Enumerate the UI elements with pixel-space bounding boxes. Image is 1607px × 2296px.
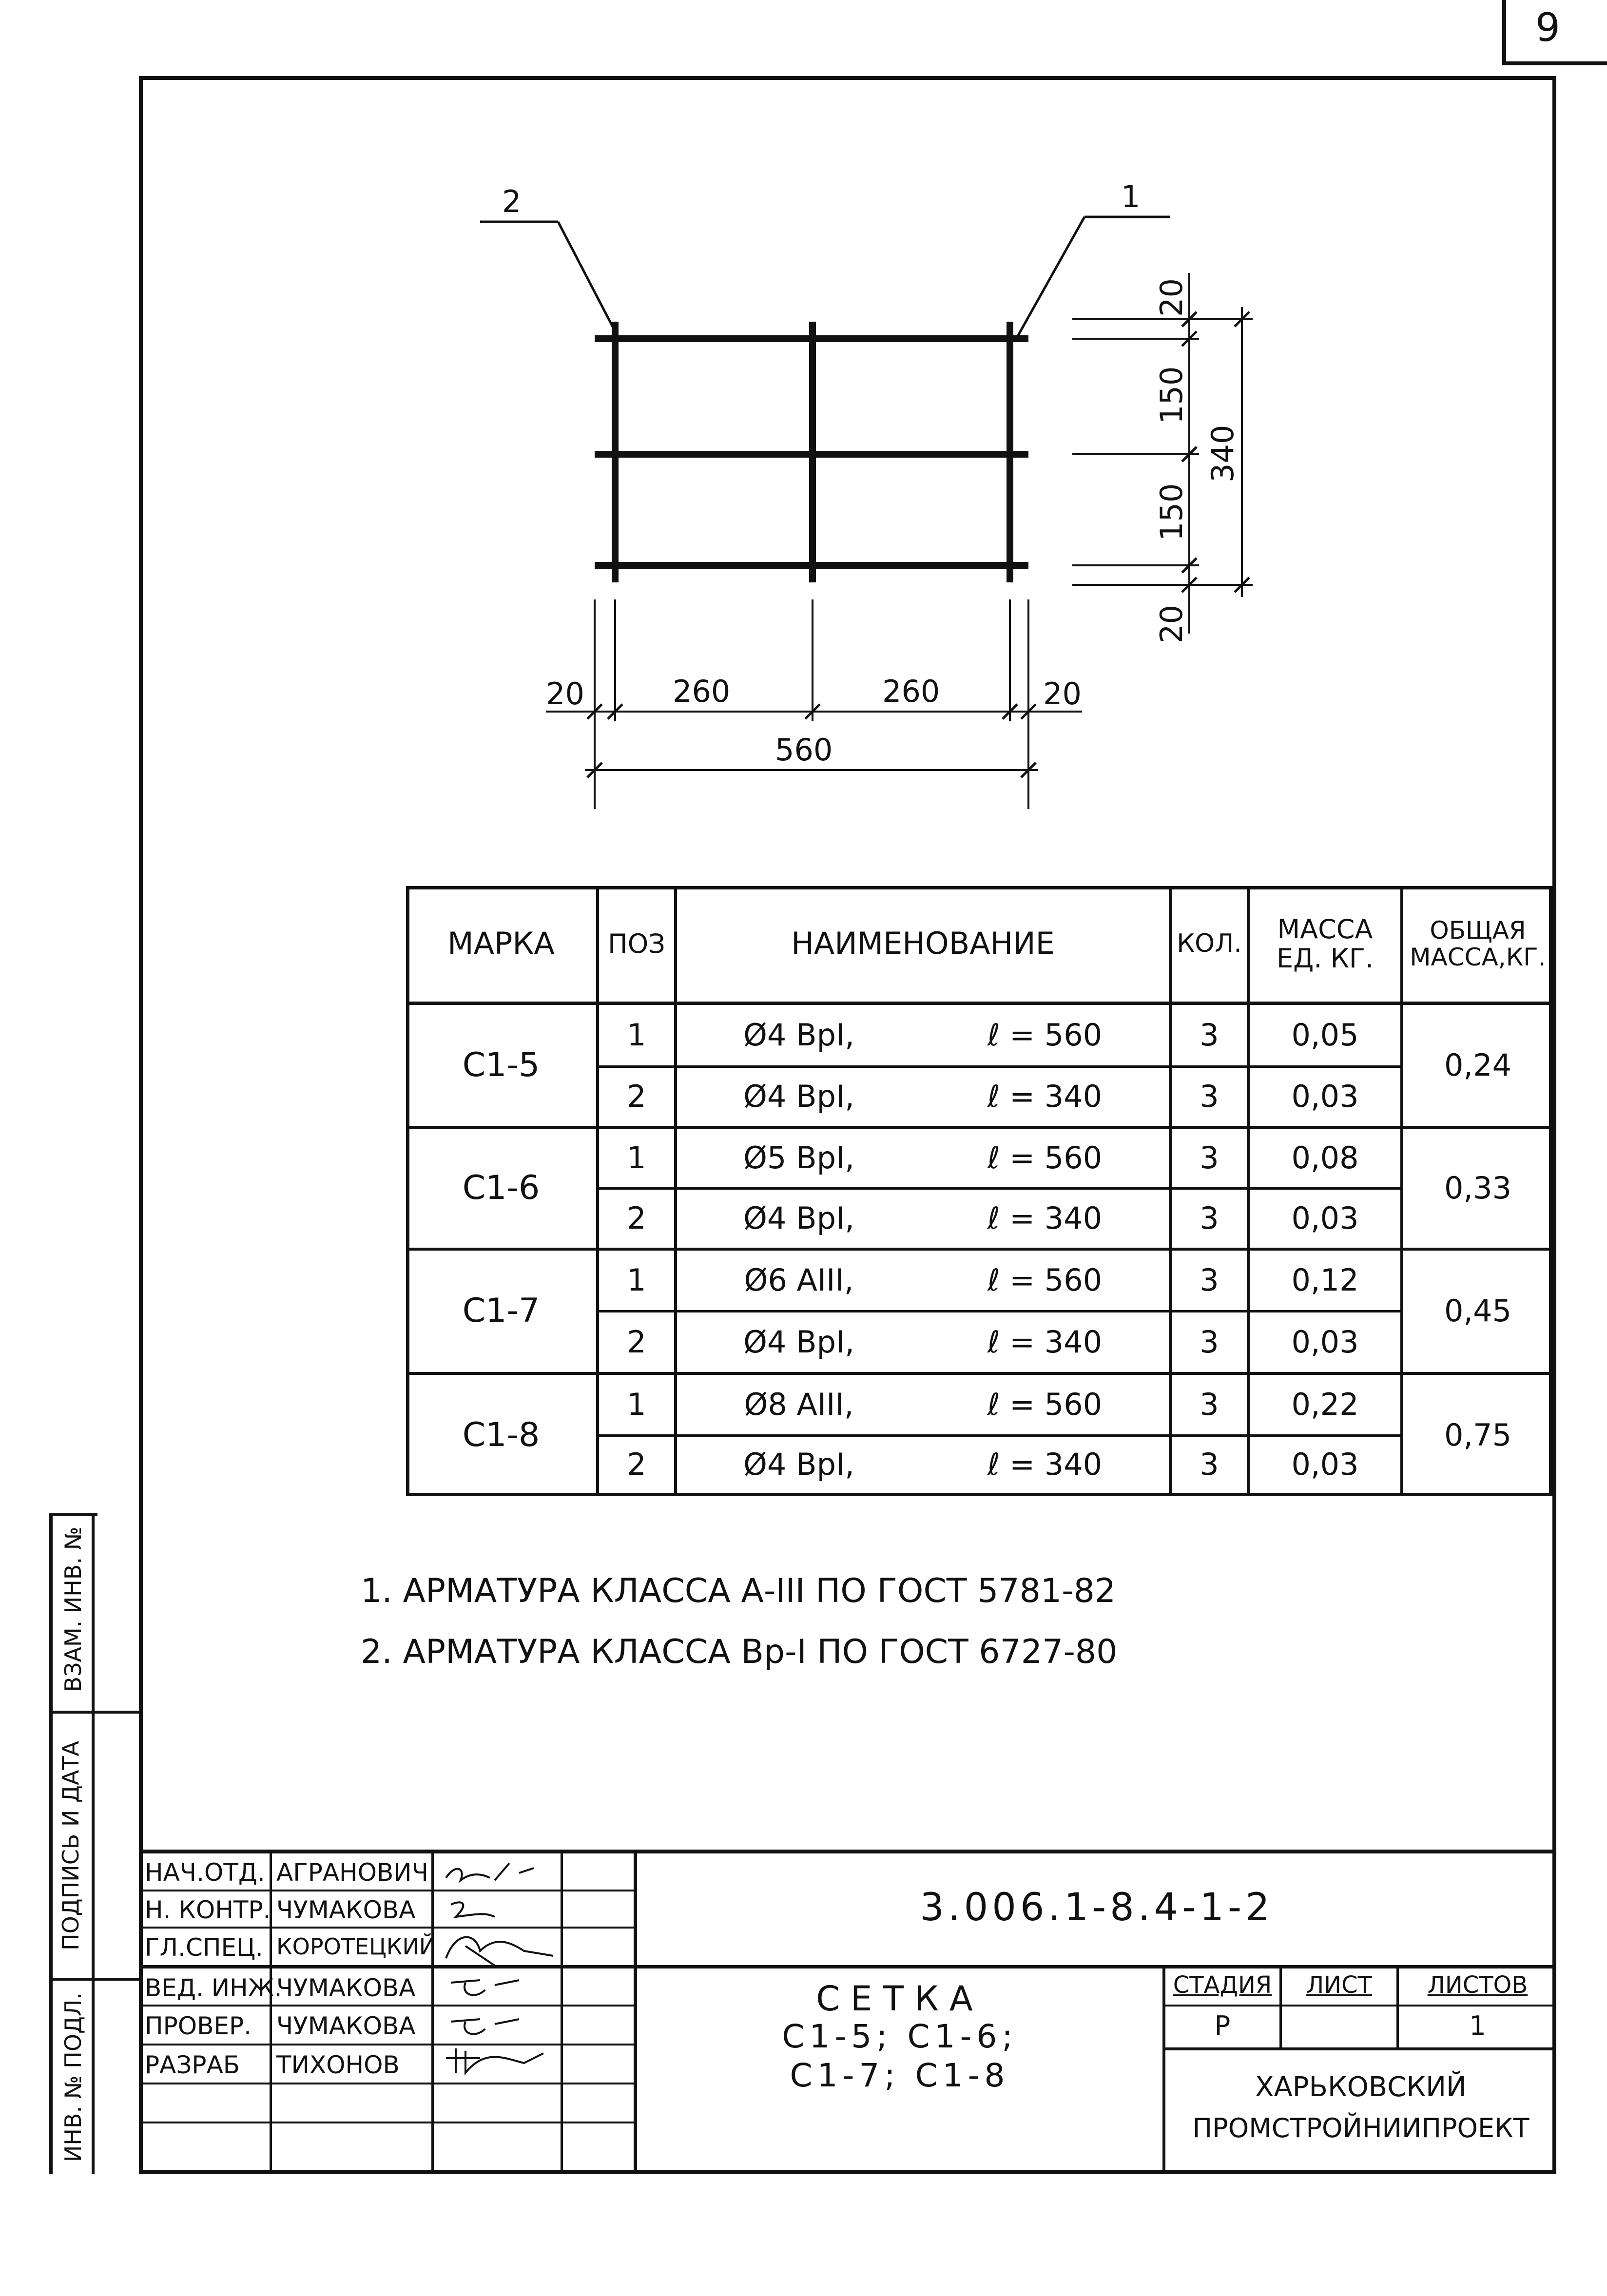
row-mass: 0,08 — [1291, 1139, 1359, 1176]
tb-name: ЧУМАКОВА — [276, 2012, 416, 2040]
row-mass: 0,03 — [1291, 1079, 1359, 1115]
row-name: Ø4 ВрI, — [743, 1017, 854, 1053]
row-name: Ø5 ВрI, — [743, 1139, 854, 1176]
header-total-mass: ОБЩАЯ МАССА,КГ. — [1410, 916, 1546, 971]
dim-bottom-20-right: 20 — [1043, 676, 1082, 712]
corner-box-left — [1502, 0, 1506, 64]
signature-4 — [451, 1980, 519, 1995]
tb-v-date — [634, 1850, 637, 2174]
row-mass: 0,05 — [1291, 1017, 1359, 1053]
row-mass: 0,03 — [1291, 1200, 1359, 1236]
group-total-mass: 0,24 — [1444, 1047, 1512, 1083]
row-name: Ø6 АIII, — [744, 1262, 854, 1298]
group-total-mass: 0,45 — [1444, 1293, 1512, 1329]
side-label-vzam: ВЗАМ. ИНВ. № — [60, 1526, 86, 1692]
tb-role: РАЗРАБ — [145, 2051, 240, 2079]
row-qty: 3 — [1200, 1079, 1219, 1115]
tb-h-org — [1162, 2047, 1556, 2050]
dim-right-150-top: 150 — [1154, 366, 1189, 424]
tb-name: АГРАНОВИЧ — [276, 1858, 428, 1887]
dim-bottom-260-left: 260 — [673, 674, 731, 709]
group-mark: С1-5 — [462, 1045, 540, 1084]
sheets-label: ЛИСТОВ — [1427, 1971, 1528, 1999]
row-length: ℓ = 560 — [987, 1017, 1103, 1053]
row-name: Ø8 АIII, — [744, 1386, 854, 1422]
drawing-title-marks-1: С1-5; С1-6; — [782, 2018, 1018, 2055]
tb-h7 — [139, 2122, 636, 2123]
row-pos: 1 — [627, 1139, 646, 1176]
leader-2-label: 2 — [502, 184, 522, 219]
group-mark: С1-7 — [462, 1292, 540, 1331]
dim-right-20-top: 20 — [1154, 278, 1189, 317]
row-pos: 1 — [627, 1262, 646, 1298]
row-name: Ø4 ВрI, — [743, 1079, 854, 1115]
mesh-drawing — [439, 175, 1316, 809]
row-pos: 1 — [627, 1386, 646, 1422]
row-mass: 0,12 — [1291, 1262, 1359, 1298]
spec-table — [406, 886, 1552, 1496]
tb-name: ТИХОНОВ — [276, 2051, 400, 2079]
header-qty: КОЛ. — [1177, 928, 1242, 958]
leader-2-slant — [558, 222, 615, 331]
group-total-mass: 0,33 — [1444, 1170, 1512, 1206]
row-length: ℓ = 340 — [987, 1200, 1103, 1236]
row-length: ℓ = 560 — [987, 1386, 1103, 1422]
side-strip-sep-1 — [49, 1711, 143, 1714]
row-name: Ø4 ВрI, — [743, 1324, 854, 1360]
row-qty: 3 — [1200, 1262, 1219, 1298]
leader-1-label: 1 — [1121, 179, 1141, 214]
tb-h3 — [139, 1965, 1556, 1968]
signature-2 — [451, 1902, 495, 1917]
row-length: ℓ = 340 — [987, 1079, 1103, 1115]
leader-1-slant — [1016, 217, 1084, 339]
side-label-podpis: ПОДПИСЬ И ДАТА — [58, 1740, 84, 1951]
row-pos: 2 — [627, 1200, 646, 1236]
row-qty: 3 — [1200, 1447, 1219, 1483]
row-length: ℓ = 340 — [987, 1324, 1103, 1360]
dim-bottom-260-right: 260 — [882, 674, 940, 709]
dim-bottom-20-left: 20 — [546, 676, 584, 712]
header-sep — [406, 1002, 1552, 1005]
side-strip-divider — [92, 1513, 95, 2174]
group-mark: С1-6 — [462, 1168, 540, 1207]
tb-role: ГЛ.СПЕЦ. — [145, 1933, 263, 1962]
header-unit-mass: МАССА ЕД. КГ. — [1276, 914, 1374, 974]
signature-6 — [446, 2048, 543, 2073]
tb-v-name — [431, 1850, 434, 2174]
row-qty: 3 — [1200, 1139, 1219, 1176]
row-pos: 2 — [627, 1079, 646, 1115]
row-qty: 3 — [1200, 1324, 1219, 1360]
side-label-inv: ИНВ. № ПОДЛ. — [60, 1992, 86, 2162]
signatures — [436, 1853, 563, 2087]
tb-name: КОРОТЕЦКИЙ — [276, 1933, 436, 1960]
row-length: ℓ = 560 — [987, 1139, 1103, 1176]
signature-3 — [446, 1937, 553, 1966]
row-name: Ø4 ВрI, — [743, 1447, 854, 1483]
tb-h-stage — [1162, 2005, 1556, 2007]
side-strip-left-border — [49, 1513, 53, 2174]
row-pos: 2 — [627, 1447, 646, 1483]
tb-role: НАЧ.ОТД. — [145, 1858, 265, 1887]
org-name-line2: ПРОМСТРОЙНИИПРОЕКТ — [1192, 2113, 1530, 2143]
header-mark: МАРКА — [447, 926, 555, 962]
stage-value: Р — [1214, 2010, 1231, 2041]
tb-role: ВЕД. ИНЖ. — [145, 1974, 282, 2002]
side-strip — [49, 1513, 143, 2174]
sheet-corner-number: 9 — [1535, 5, 1560, 50]
note-1: 1. АРМАТУРА КЛАССА А-III ПО ГОСТ 5781-82 — [361, 1572, 1116, 1610]
tb-role: Н. КОНТР. — [145, 1896, 271, 1924]
drawing-title-marks-2: С1-7; С1-8 — [790, 2057, 1010, 2094]
doc-code: 3.006.1-8.4-1-2 — [920, 1885, 1274, 1929]
signature-5 — [451, 2019, 519, 2034]
row-pos: 1 — [627, 1017, 646, 1053]
tb-name: ЧУМАКОВА — [276, 1896, 416, 1924]
group-total-mass: 0,75 — [1444, 1417, 1512, 1453]
row-length: ℓ = 340 — [987, 1447, 1103, 1483]
row-qty: 3 — [1200, 1386, 1219, 1422]
corner-box-bottom — [1502, 61, 1607, 65]
dim-right-150-bottom: 150 — [1154, 483, 1189, 541]
row-mass: 0,03 — [1291, 1447, 1359, 1483]
title-block — [139, 1850, 1556, 2174]
row-qty: 3 — [1200, 1200, 1219, 1236]
row-qty: 3 — [1200, 1017, 1219, 1053]
row-mass: 0,22 — [1291, 1386, 1359, 1422]
group-mark: С1-8 — [462, 1416, 540, 1455]
note-2: 2. АРМАТУРА КЛАССА Вр-I ПО ГОСТ 6727-80 — [361, 1633, 1118, 1671]
dim-total-height: 340 — [1205, 424, 1240, 482]
row-length: ℓ = 560 — [987, 1262, 1103, 1298]
row-pos: 2 — [627, 1324, 646, 1360]
sheet-label: ЛИСТ — [1306, 1971, 1372, 1999]
stage-label: СТАДИЯ — [1173, 1971, 1272, 1999]
dim-total-width: 560 — [775, 732, 833, 768]
dim-right-20-bottom: 20 — [1154, 605, 1189, 643]
tb-role: ПРОВЕР. — [145, 2012, 252, 2040]
signature-1 — [446, 1863, 534, 1880]
header-name: НАИМЕНОВАНИЕ — [791, 926, 1055, 962]
tb-name: ЧУМАКОВА — [276, 1974, 416, 2002]
sheets-value: 1 — [1469, 2010, 1486, 2041]
row-name: Ø4 ВрI, — [743, 1200, 854, 1236]
row-mass: 0,03 — [1291, 1324, 1359, 1360]
org-name-line1: ХАРЬКОВСКИЙ — [1255, 2071, 1467, 2103]
header-pos: ПОЗ — [608, 928, 665, 959]
side-strip-top — [49, 1513, 97, 1516]
drawing-title: СЕТКА — [816, 1979, 984, 2019]
